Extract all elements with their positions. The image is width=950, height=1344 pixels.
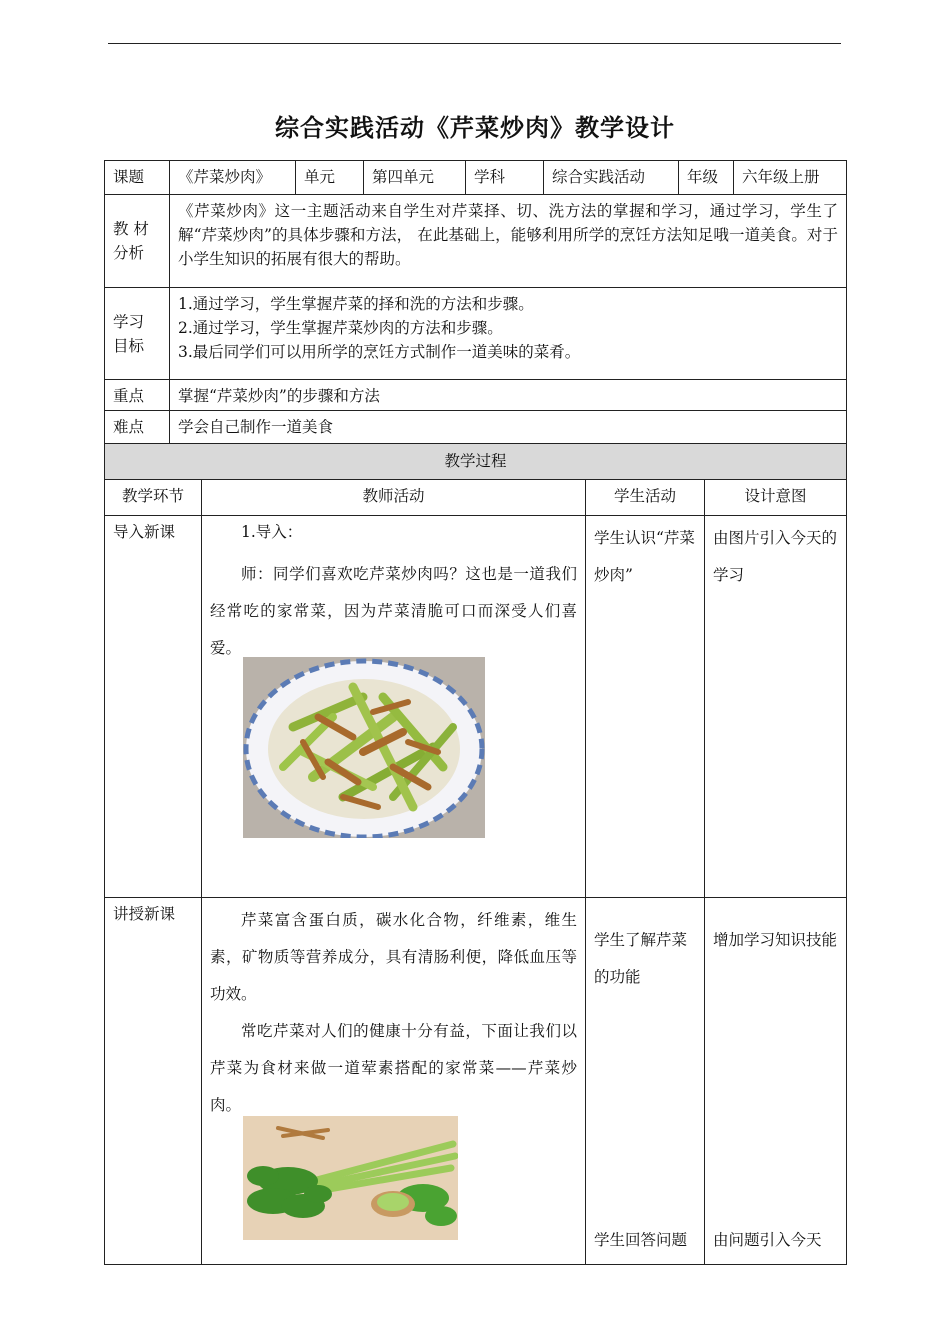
goals-list [170, 288, 846, 380]
student-teaching [586, 898, 705, 1264]
analysis-label: 教 材 分析 [105, 195, 170, 288]
design-intent-2: 由问题引入今天 [713, 1231, 822, 1249]
student-activity-2: 学生回答问题 [594, 1231, 688, 1249]
teaching-paragraph: 芹菜富含蛋白质，碳水化合物，纤维素，维生素，矿物质等营养成分，具有清肠利便，降低血压等功效。 [210, 911, 577, 1003]
subject-value: 综合实践活动 [544, 161, 679, 195]
difficulty-text: 学会自己制作一道美食 [178, 418, 334, 436]
info-table [104, 160, 847, 444]
header-rule [108, 43, 841, 44]
grade-value: 六年级上册 [734, 161, 846, 195]
goals-label: 学习 目标 [105, 288, 170, 380]
key-point-text: 掌握“芹菜炒肉”的步骤和方法 [170, 380, 846, 411]
column-student: 学生活动 [586, 480, 705, 516]
intent-teaching [705, 898, 846, 1264]
design-intent: 增加学习知识技能 [713, 931, 838, 949]
analysis-text: 《芹菜炒肉》这一主题活动来自学生对芹菜择、切、洗方法的掌握和学习，通过学习，学生了解“芹菜炒肉”的具体步骤和方法， 在此基础上，能够利用所学的烹饪方法知足哦一道美食。对于小学生知识的拓展有很大的帮助。 [170, 195, 846, 288]
intro-heading: 1.导入： [241, 523, 303, 541]
dish-photo [243, 657, 485, 838]
document-title: 综合实践活动《芹菜炒肉》教学设计 [275, 114, 675, 142]
stage-intro: 导入新课 [105, 516, 202, 898]
subject-label: 学科 [466, 161, 544, 195]
student-activity: 学生了解芹菜的功能 [594, 931, 688, 986]
stage-teaching: 讲授新课 [105, 898, 202, 1264]
unit-value: 第四单元 [364, 161, 466, 195]
intro-paragraph: 师：同学们喜欢吃芹菜炒肉吗？这也是一道我们经常吃的家常菜，因为芹菜清脆可口而深受人们喜爱。 [210, 565, 577, 657]
grade-label: 年级 [679, 161, 734, 195]
unit-label: 单元 [296, 161, 364, 195]
goal-item: 3.最后同学们可以用所学的烹饪方式制作一道美味的菜肴。 [178, 343, 581, 361]
difficulty-label: 难点 [105, 411, 170, 443]
intent-intro: 由图片引入今天的学习 [705, 516, 846, 898]
column-intent: 设计意图 [705, 480, 846, 516]
column-stage: 教学环节 [105, 480, 202, 516]
celery-illustration [243, 1116, 458, 1240]
key-point-label: 重点 [105, 380, 170, 411]
goal-item: 2.通过学习，学生掌握芹菜炒肉的方法和步骤。 [178, 319, 503, 337]
dish-illustration [243, 657, 485, 838]
goal-item: 1.通过学习，学生掌握芹菜的择和洗的方法和步骤。 [178, 295, 534, 313]
topic-value: 《芹菜炒肉》 [170, 161, 296, 195]
topic-label: 课题 [105, 161, 170, 195]
teaching-paragraph: 常吃芹菜对人们的健康十分有益，下面让我们以芹菜为食材来做一道荤素搭配的家常菜——芹菜炒肉。 [210, 1022, 577, 1114]
process-table [104, 443, 847, 1265]
column-teacher: 教师活动 [202, 480, 586, 516]
student-intro: 学生认识“芹菜炒肉” [586, 516, 705, 898]
process-header: 教学过程 [105, 444, 846, 480]
celery-photo [243, 1116, 458, 1240]
